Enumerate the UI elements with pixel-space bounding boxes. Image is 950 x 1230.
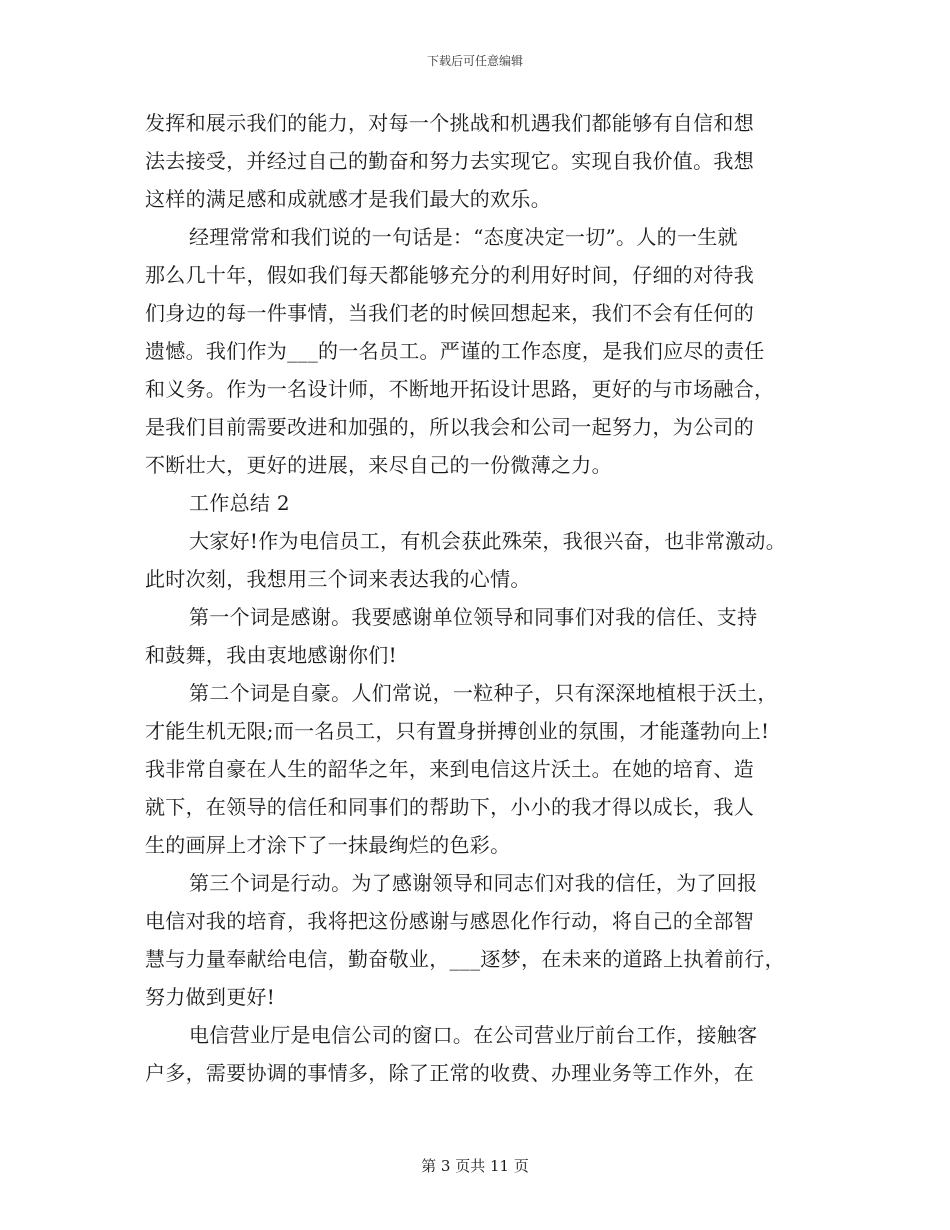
text-line: 户多，需要协调的事情多，除了正常的收费、办理业务等工作外，在 xyxy=(145,1061,754,1085)
text-line: 我非常自豪在人生的韶华之年，来到电信这片沃土。在她的培育、造 xyxy=(145,757,754,781)
document-body xyxy=(145,104,835,1092)
section-heading: 工作总结 2 xyxy=(189,491,290,515)
text-line: 就下，在领导的信任和同事们的帮助下，小小的我才得以成长，我人 xyxy=(145,795,754,819)
text-line: 才能生机无限;而一名员工，只有置身拼搏创业的氛围，才能蓬勃向上! xyxy=(145,719,770,743)
text-line: 此时次刻，我想用三个词来表达我的心情。 xyxy=(145,567,531,591)
text-line: 不断壮大，更好的进展，来尽自己的一份微薄之力。 xyxy=(145,453,612,477)
text-line: 是我们目前需要改进和加强的，所以我会和公司一起努力，为公司的 xyxy=(145,415,754,439)
text-line: 这样的满足感和成就感才是我们最大的欢乐。 xyxy=(145,187,551,211)
text-line: 经理常常和我们说的一句话是：“态度决定一切”。人的一生就 xyxy=(189,225,738,249)
text-line: 第二个词是自豪。人们常说，一粒种子，只有深深地植根于沃土， xyxy=(189,681,778,705)
page-footer: 第 3 页共 11 页 xyxy=(421,1157,529,1175)
text-line: 慧与力量奉献给电信，勤奋敬业，___逐梦，在未来的道路上执着前行， xyxy=(145,947,785,971)
text-line: 电信营业厅是电信公司的窗口。在公司营业厅前台工作，接触客 xyxy=(189,1023,758,1047)
text-line: 大家好!作为电信员工，有机会获此殊荣，我很兴奋，也非常激动。 xyxy=(189,529,787,553)
text-line: 努力做到更好! xyxy=(145,985,276,1009)
text-line: 遗憾。我们作为___的一名员工。严谨的工作态度，是我们应尽的责任 xyxy=(145,339,765,363)
text-line: 那么几十年，假如我们每天都能够充分的利用好时间，仔细的对待我 xyxy=(145,263,754,287)
text-line: 法去接受，并经过自己的勤奋和努力去实现它。实现自我价值。我想 xyxy=(145,149,754,173)
text-line: 和鼓舞，我由衷地感谢你们! xyxy=(145,643,397,667)
text-line: 们身边的每一件事情，当我们老的时候回想起来，我们不会有任何的 xyxy=(145,301,754,325)
text-line: 发挥和展示我们的能力，对每一个挑战和机遇我们都能够有自信和想 xyxy=(145,111,754,135)
text-line: 和义务。作为一名设计师，不断地开拓设计思路，更好的与市场融合， xyxy=(145,377,775,401)
text-line: 电信对我的培育，我将把这份感谢与感恩化作行动，将自己的全部智 xyxy=(145,909,754,933)
text-line: 第一个词是感谢。我要感谢单位领导和同事们对我的信任、支持 xyxy=(189,605,758,629)
text-line: 第三个词是行动。为了感谢领导和同志们对我的信任，为了回报 xyxy=(189,871,758,895)
page-header: 下载后可任意编辑 xyxy=(426,54,523,68)
text-line: 生的画屏上才涂下了一抹最绚烂的色彩。 xyxy=(145,833,511,857)
